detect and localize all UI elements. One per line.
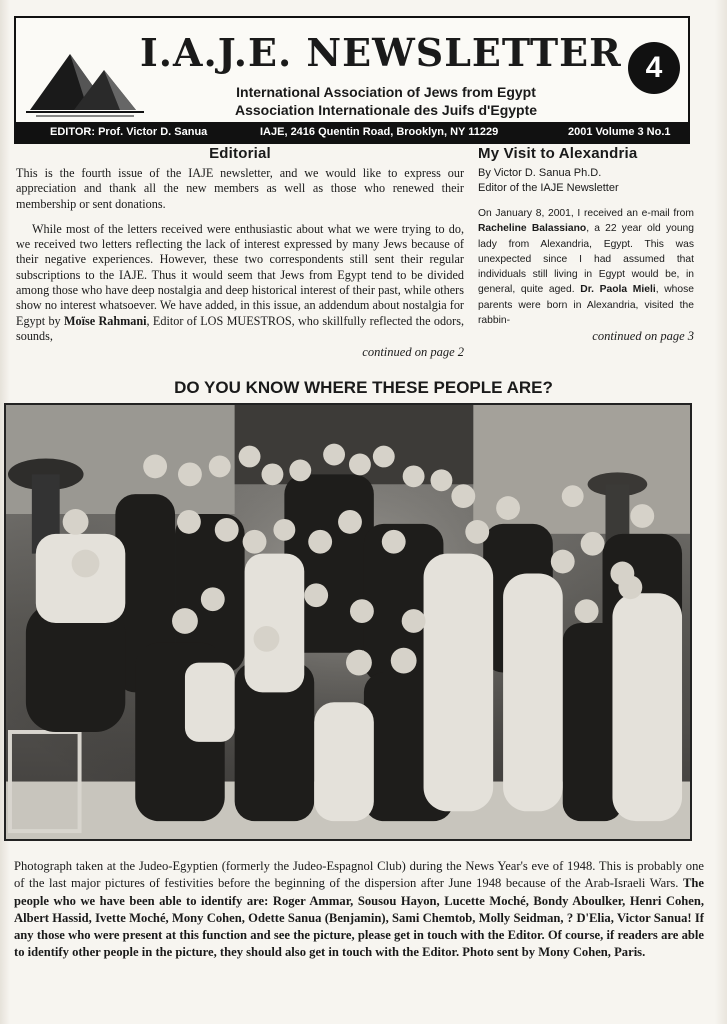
subtitle-english: International Association of Jews from Egypt xyxy=(236,84,536,100)
issue-number-badge: 4 xyxy=(628,42,680,94)
editorial-heading: Editorial xyxy=(209,145,271,162)
editorial-column xyxy=(16,145,464,360)
editor-name: EDITOR: Prof. Victor D. Sanua xyxy=(50,126,208,138)
editor-bar xyxy=(16,122,688,142)
subtitle-french: Association Internationale des Juifs d'Egypte xyxy=(234,102,538,118)
byline-role: Editor of the IAJE Newsletter xyxy=(478,182,619,194)
person-name: Dr. Paola Mieli xyxy=(580,284,656,296)
masthead xyxy=(14,16,690,144)
volume-info: 2001 Volume 3 No.1 xyxy=(568,126,671,138)
byline-author: By Victor D. Sanua Ph.D. xyxy=(478,167,602,179)
person-name: Racheline Balassiano xyxy=(478,223,587,235)
caption-identified: The people who we have been able to identify are: Roger Ammar, Sousou Hayon, Lucette Moché, Bondy Aboulker, Henri Cohen, Albert Hassid, Ivette Moché, Mony Cohen, Odette Sanua (Benjamin), Sami Chemtob, Molly Seidman, ? D'Elia, Victor Sanua! If any those who were present at this function and see the picture, please get in touch with the Editor. Of course, if readers are able to identify other people in the picture, they should also get in touch with the Editor. Photo sent by Mony Cohen, Paris. xyxy=(14,876,704,960)
visit-paragraph: On January 8, 2001, I received an e-mail from Racheline Balassiano, a 22 year old young lady from Alexandria, Egypt. This was unexpected since I had assumed that individuals still living in Egypt would be, in general, quite aged. Dr. Paola Mieli, whose parents were born in Alexandria, visited the rabbin- xyxy=(478,208,695,327)
author-name: Moïse Rahmani xyxy=(63,313,147,328)
photo-caption: Photograph taken at the Judeo-Egyptien (formerly the Judeo-Espagnol Club) during the News Year's eve of 1948. This is probably one of the last major pictures of festivities before the beginning of the dispersion after June 1948 because of the Arab-Israeli Wars. The people who we have been able to identify are: Roger Ammar, Sousou Hayon, Lucette Moché, Bondy Aboulker, Henri Cohen, Albert Hassid, Ivette Moché, Mony Cohen, Odette Sanua (Benjamin), Sami Chemtob, Molly Seidman, ? D'Elia, Victor Sanua! If any those who were present at this function and see the picture, please get in touch with the Editor. Of course, if readers are able to identify other people in the picture, they should also get in touch with the Editor. Photo sent by Mony Cohen, Paris. xyxy=(14,859,704,960)
group-photo xyxy=(4,403,692,841)
continued-link[interactable]: continued on page 2 xyxy=(362,345,464,360)
editorial-paragraph-2: While most of the letters received were enthusiastic about what we were trying to do, we received two letters reflecting the lack of interest expressed by many Jews because of their negative experiences. However, these two correspondents still sent their regular subscriptions to the IAJE. Thus it would seem that Jews from Egypt tend to be divided among those who have deep nostalgia and deep historical interest of their past, while others show no interest whatsoever. We have added, in this issue, an addendum about nostalgia for Egypt by Moïse Rahmani, Editor of LOS MUESTROS, who skillfully reflected the odors, sounds, xyxy=(16,221,464,343)
visit-heading: My Visit to Alexandria xyxy=(478,145,638,162)
editorial-paragraph-1: This is the fourth issue of the IAJE newsletter, and we would like to express our appreciation and thank all the new members as well as those who renewed their membership or sent donations. xyxy=(16,166,464,211)
pyramids-logo xyxy=(26,40,146,118)
photo-question-heading: DO YOU KNOW WHERE THESE PEOPLE ARE? xyxy=(174,378,553,397)
address: IAJE, 2416 Quentin Road, Brooklyn, NY 11229 xyxy=(260,126,499,138)
continued-link[interactable]: continued on page 3 xyxy=(592,329,694,344)
newsletter-title: I.A.J.E. NEWSLETTER xyxy=(140,30,622,75)
visit-column xyxy=(478,145,694,344)
